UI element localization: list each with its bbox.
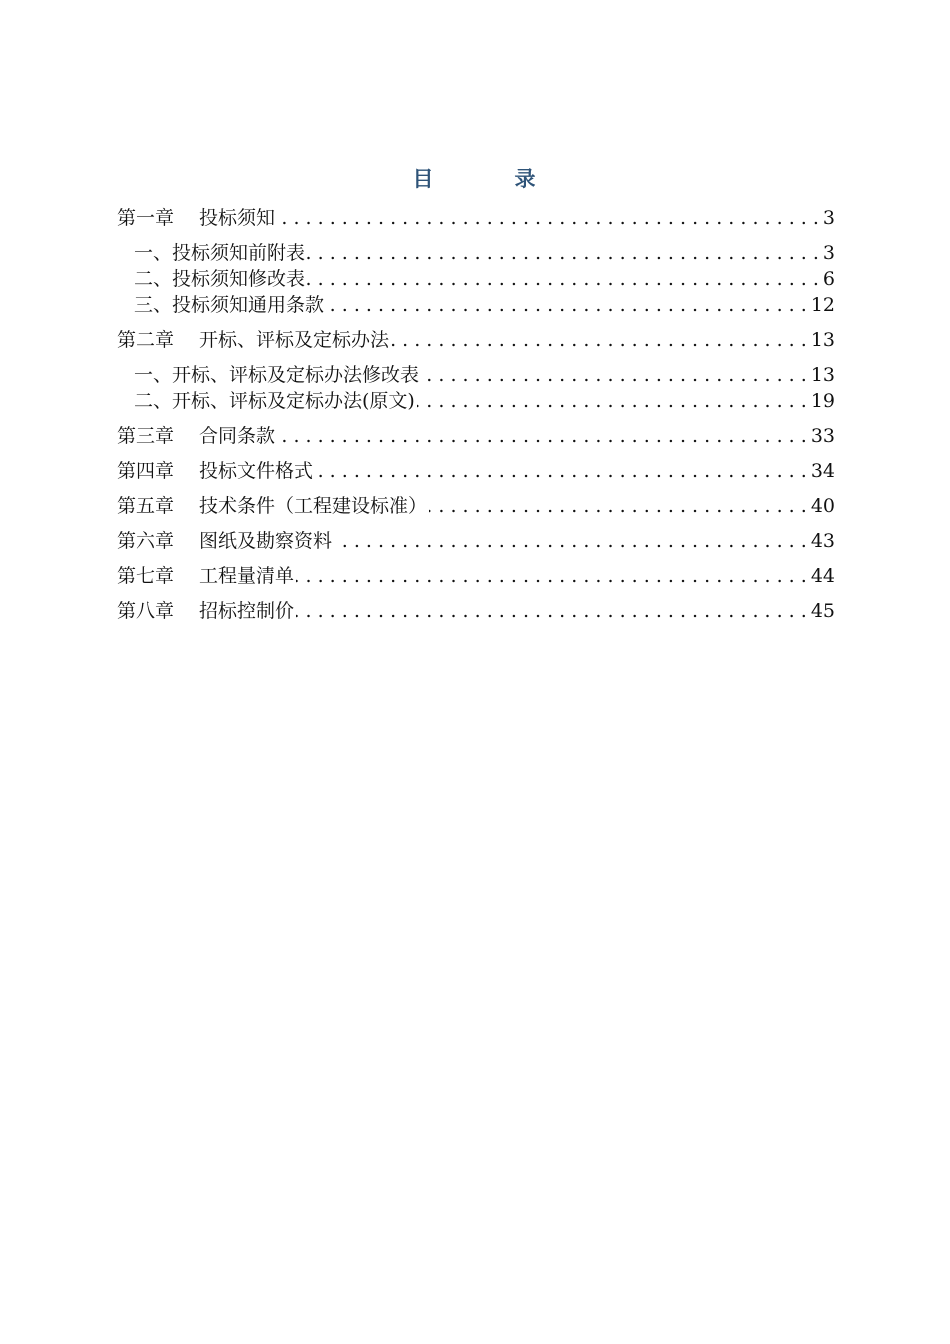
chapter-number: 第三章 <box>117 425 175 447</box>
dot-leader <box>315 458 807 484</box>
dot-leader <box>421 362 807 388</box>
dot-leader <box>307 266 819 292</box>
entry-title: 技术条件（工程建设标准） <box>199 495 428 517</box>
page-number: 13 <box>810 364 835 386</box>
page-number: 43 <box>810 530 835 552</box>
entry-title: 开标、评标及定标办法 <box>199 329 390 351</box>
toc-entry-chapter-7[interactable] <box>117 563 835 589</box>
toc-entry-chapter-5[interactable] <box>117 493 835 519</box>
dot-leader <box>334 528 807 554</box>
toc-entry-chapter-4[interactable] <box>117 458 835 484</box>
entry-title: 投标文件格式 <box>199 460 314 482</box>
toc-entry-chapter-8[interactable] <box>117 598 835 624</box>
toc-title: 目 录 <box>412 167 566 191</box>
page-number: 6 <box>822 268 835 290</box>
dot-leader <box>277 205 819 231</box>
page-number: 34 <box>810 460 835 482</box>
page-number: 33 <box>810 425 835 447</box>
chapter-number: 第五章 <box>117 495 175 517</box>
chapter-number: 第六章 <box>117 530 175 552</box>
dot-leader <box>307 240 819 266</box>
entry-title: 一、投标须知前附表 <box>134 242 306 264</box>
toc-entry-2-1[interactable] <box>134 362 835 388</box>
entry-title: 招标控制价 <box>199 600 295 622</box>
toc-entry-chapter-2[interactable] <box>117 327 835 353</box>
entry-title: 投标须知 <box>199 207 276 229</box>
page-number: 13 <box>810 329 835 351</box>
entry-title: 三、投标须知通用条款 <box>134 294 325 316</box>
chapter-number: 第四章 <box>117 460 175 482</box>
toc-entry-chapter-6[interactable] <box>117 528 835 554</box>
toc-entry-chapter-1[interactable] <box>117 205 835 231</box>
dot-leader <box>417 388 807 414</box>
dot-leader <box>429 493 807 519</box>
toc-entry-2-2[interactable] <box>134 388 835 414</box>
entry-title: 二、投标须知修改表 <box>134 268 306 290</box>
page-number: 12 <box>810 294 835 316</box>
toc-entry-1-1[interactable] <box>134 240 835 266</box>
page-number: 19 <box>810 390 835 412</box>
page-number: 45 <box>810 600 835 622</box>
dot-leader <box>296 598 807 624</box>
page-number: 40 <box>810 495 835 517</box>
chapter-number: 第一章 <box>117 207 175 229</box>
toc-entry-1-3[interactable] <box>134 292 835 318</box>
chapter-number: 第八章 <box>117 600 175 622</box>
dot-leader <box>326 292 807 318</box>
entry-title: 合同条款 <box>199 425 276 447</box>
toc-entry-chapter-3[interactable] <box>117 423 835 449</box>
page-number: 3 <box>822 242 835 264</box>
page-number: 3 <box>822 207 835 229</box>
page-number: 44 <box>810 565 835 587</box>
dot-leader <box>391 327 807 353</box>
entry-title: 工程量清单 <box>199 565 295 587</box>
toc-entry-1-2[interactable] <box>134 266 835 292</box>
entry-title: 二、开标、评标及定标办法(原文) <box>134 390 415 412</box>
dot-leader <box>277 423 807 449</box>
chapter-number: 第七章 <box>117 565 175 587</box>
chapter-number: 第二章 <box>117 329 175 351</box>
entry-title: 图纸及勘察资料 <box>199 530 333 552</box>
dot-leader <box>296 563 807 589</box>
entry-title: 一、开标、评标及定标办法修改表 <box>134 364 420 386</box>
